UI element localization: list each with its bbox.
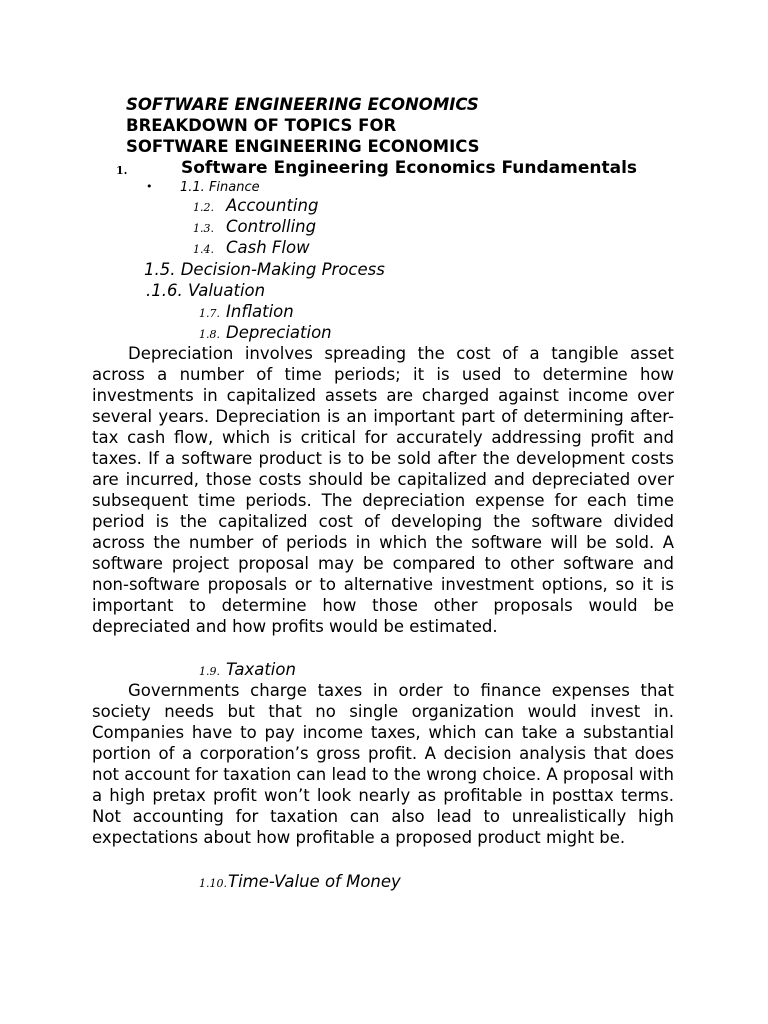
item-number: 1.10. (199, 877, 227, 890)
item-label: Taxation (226, 660, 296, 679)
item-number: 1.8. (199, 328, 220, 341)
item-label: Depreciation (226, 323, 332, 342)
item-label: Time-Value of Money (228, 872, 401, 891)
item-taxation (199, 659, 296, 682)
section-title: Software Engineering Economics Fundamentals (181, 158, 638, 178)
item-inflation (199, 301, 294, 324)
item-finance: 1.1. Finance (180, 180, 260, 195)
item-depreciation (199, 322, 332, 345)
document-subtitle-line-1: BREAKDOWN OF TOPICS FOR (126, 116, 397, 135)
item-label: Inflation (226, 302, 294, 321)
item-label: Accounting (226, 196, 319, 215)
item-time-value-of-money (199, 871, 401, 894)
depreciation-paragraph: Depreciation involves spreading the cost of a tangible asset across a number of time periods; it is used to determine how investments in capitalized assets are charged against income over several years. Depreciation is an important part of determining after-tax cash flow, which is critical for accurately addressing profit and taxes. If a software product is to be sold after the development costs are incurred, those costs should be capitalized and depreciated over subsequent time periods. The depreciation expense for each time period is the capitalized cost of developing the software divided across the number of periods in which the software will be sold. A software project proposal may be compared to other software and non-software proposals or to alternative investment options, so it is important to determine how those other proposals would be depreciated and how profits would be estimated. (92, 344, 674, 636)
item-number: 1.3. (193, 222, 214, 235)
item-decision-making: 1.5. Decision-Making Process (144, 260, 385, 279)
document-title: SOFTWARE ENGINEERING ECONOMICS (126, 95, 479, 114)
item-accounting (193, 195, 319, 218)
document-subtitle-line-2: SOFTWARE ENGINEERING ECONOMICS (126, 137, 480, 156)
bullet-icon: • (146, 180, 153, 193)
item-label: Controlling (226, 217, 317, 236)
item-controlling (193, 216, 317, 239)
section-number: 1. (116, 164, 128, 177)
section-heading (116, 158, 638, 181)
item-label: Cash Flow (226, 238, 310, 257)
item-number: 1.2. (193, 201, 214, 214)
taxation-paragraph: Governments charge taxes in order to finance expenses that society needs but that no single organization would invest in. Companies have to pay income taxes, which can take a substantial portion of a corporation’s gross profit. A decision analysis that does not account for taxation can lead to the wrong choice. A proposal with a high pretax profit won’t look nearly as profitable in posttax terms. Not accounting for taxation can also lead to unrealistically high expectations about how profitable a proposed product might be. (92, 681, 674, 847)
item-cash-flow (193, 237, 310, 260)
item-number: 1.7. (199, 307, 220, 320)
item-number: 1.9. (199, 665, 220, 678)
item-valuation: .1.6. Valuation (146, 281, 266, 300)
item-number: 1.4. (193, 243, 214, 256)
